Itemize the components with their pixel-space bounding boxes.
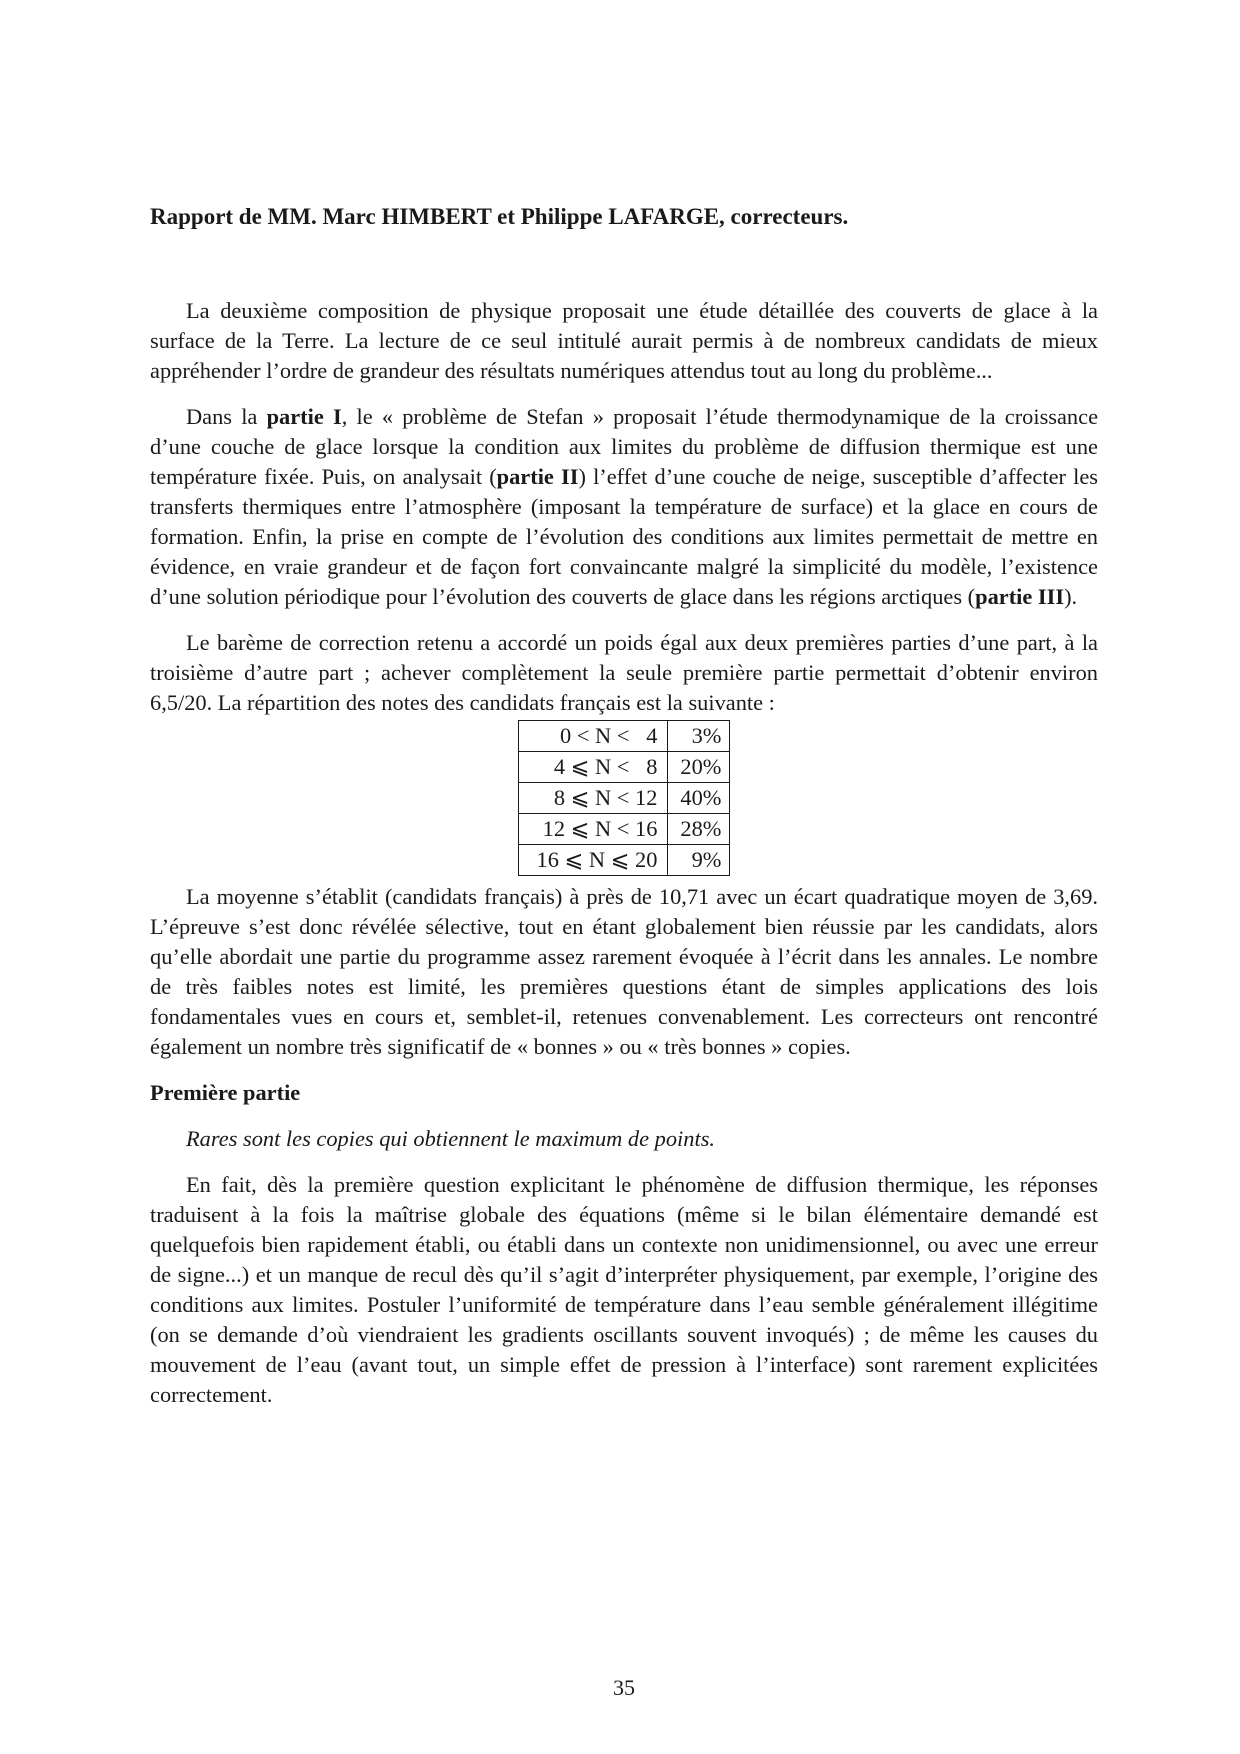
grading-paragraph: Le barème de correction retenu a accordé un poids égal aux deux premières parties d’une part, à la troisième d’autre part ; achever complètement la seule première partie permettait d’obtenir environ 6,5/20. La répartition des notes des candidats français est la suivante : [150,630,1098,715]
grade-percent: 9% [668,845,730,876]
parts-paragraph [150,402,1098,612]
grade-table-wrapper [150,720,1098,876]
grade-percent: 28% [668,814,730,845]
grade-percent: 20% [668,752,730,783]
grade-range: 12 ⩽ N < 16 [518,814,668,845]
part-iii-label: partie III [975,584,1065,609]
section-note: Rares sont les copies qui obtiennent le maximum de points. [186,1126,716,1151]
report-title: Rapport de MM. Marc HIMBERT et Philippe LAFARGE, correcteurs. [150,204,849,229]
body-text [150,296,1098,1426]
table-row [518,752,730,783]
grade-range: 4 ⩽ N < 8 [518,752,668,783]
table-row [518,814,730,845]
section-heading: Première partie [150,1080,301,1105]
part-ii-label: partie II [496,464,579,489]
parts-text: ). [1064,584,1078,609]
grade-percent: 3% [668,721,730,752]
page-number: 35 [613,1675,635,1700]
intro-paragraph: La deuxième composition de physique proposait une étude détaillée des couverts de glace à la surface de la Terre. La lecture de ce seul intitulé aurait permis à de nombreux candidats de mieux appréhender l’ordre de grandeur des résultats numériques attendus tout au long du problème... [150,298,1098,383]
average-paragraph: La moyenne s’établit (candidats français) à près de 10,71 avec un écart quadratique moyen de 3,69. L’épreuve s’est donc révélée sélective, tout en étant globalement bien réussie par les candidats, alors qu’elle abordait une partie du programme assez rarement évoquée à l’écrit dans les annales. Le nombre de très faibles notes est limité, les premières questions étant de simples applications des lois fondamentales vues en cours et, semblet-il, retenues convenablement. Les correcteurs ont rencontré également un nombre très significatif de « bonnes » ou « très bonnes » copies. [150,884,1098,1059]
parts-text: Dans la [186,404,267,429]
grade-range: 8 ⩽ N < 12 [518,783,668,814]
table-row [518,721,730,752]
section-body-paragraph: En fait, dès la première question explicitant le phénomène de diffusion thermique, les réponses traduisent à la fois la maîtrise globale des équations (même si le bilan élémentaire demandé est quelquefois bien rapidement établi, ou établi dans un contexte non unidimensionnel, ou avec une erreur de signe...) et un manque de recul dès qu’il s’agit d’interpréter physiquement, par exemple, l’origine des conditions aux limites. Postuler l’uniformité de température dans l’eau semble généralement illégitime (on se demande d’où viendraient les gradients oscillants souvent invoqués) ; de même les causes du mouvement de l’eau (avant tout, un simple effet de pression à l’interface) sont rarement explicitées correctement. [150,1172,1098,1407]
grade-percent: 40% [668,783,730,814]
part-i-label: partie I [266,404,342,429]
parts-text: , le « problème de Stefan » proposait l’étude thermodynamique de la croissance d’une couche de glace lorsque la condition aux limites du problème de diffusion thermique est une température fixée. Puis, on analysait ( [150,404,1099,489]
grade-range: 0 < N < 4 [518,721,668,752]
document-page [150,0,1098,1754]
grade-distribution-table [518,720,731,876]
table-row [518,845,730,876]
grade-range: 16 ⩽ N ⩽ 20 [518,845,668,876]
table-row [518,783,730,814]
parts-text: ) l’effet d’une couche de neige, susceptible d’affecter les transferts thermiques entre l’atmosphère (imposant la température de surface) et la glace en cours de formation. Enfin, la prise en compte de l’évolution des conditions aux limites permettait de mettre en évidence, en vraie grandeur et de façon fort convaincante malgré la simplicité du modèle, l’existence d’une solution périodique pour l’évolution des couverts de glace dans les régions arctiques ( [150,464,1098,609]
